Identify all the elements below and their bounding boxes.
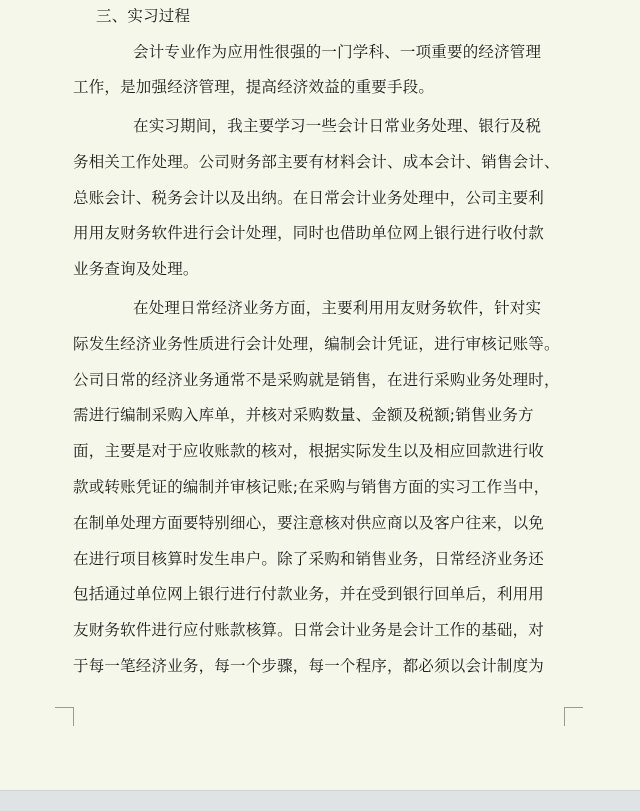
margin-corner-mark-left bbox=[55, 707, 74, 726]
paragraph-line: 际发生经济业务性质进行会计处理，编制会计凭证，进行审核记账等。 bbox=[73, 335, 560, 353]
paragraph-line: 在处理日常经济业务方面，主要利用用友财务软件，针对实 bbox=[133, 299, 542, 317]
paragraph-line: 务相关工作处理。公司财务部主要有材料会计、成本会计、销售会计、 bbox=[73, 153, 560, 171]
paragraph-line: 工作，是加强经济管理，提高经济效益的重要手段。 bbox=[73, 78, 435, 96]
paragraph-line: 款或转账凭证的编制并审核记账;在采购与销售方面的实习工作当中， bbox=[73, 478, 550, 496]
paragraph-line: 公司日常的经济业务通常不是采购就是销售，在进行采购业务处理时， bbox=[73, 371, 560, 389]
paragraph-line: 需进行编制采购入库单，并核对采购数量、金额及税额;销售业务方 bbox=[73, 406, 534, 424]
section-heading: 三、实习过程 bbox=[96, 7, 191, 25]
paragraph-line: 于每一笔经济业务，每一个步骤，每一个程序，都必须以会计制度为 bbox=[73, 657, 545, 675]
paragraph-line: 总账会计、税务会计以及出纳。在日常会计业务处理中，公司主要利 bbox=[73, 189, 545, 207]
paragraph-line: 在实习期间，我主要学习一些会计日常业务处理、银行及税 bbox=[133, 117, 542, 135]
paragraph-line: 会计专业作为应用性很强的一门学科、一项重要的经济管理 bbox=[133, 43, 542, 61]
paragraph-line: 在制单处理方面要特别细心，要注意核对供应商以及客户往来，以免 bbox=[73, 514, 545, 532]
paragraph-line: 面，主要是对于应收账款的核对，根据实际发生以及相应回款进行收 bbox=[73, 442, 545, 460]
paragraph-line: 用用友财务软件进行会计处理，同时也借助单位网上银行进行收付款 bbox=[73, 224, 545, 242]
paragraph-line: 在进行项目核算时发生串户。除了采购和销售业务，日常经济业务还 bbox=[73, 550, 545, 568]
paragraph-line: 友财务软件进行应付账款核算。日常会计业务是会计工作的基础，对 bbox=[73, 621, 545, 639]
paragraph-line: 业务查询及处理。 bbox=[73, 260, 199, 278]
status-bar bbox=[0, 790, 640, 811]
paragraph-line: 包括通过单位网上银行进行付款业务，并在受到银行回单后，利用用 bbox=[73, 585, 545, 603]
margin-corner-mark-right bbox=[564, 707, 583, 726]
